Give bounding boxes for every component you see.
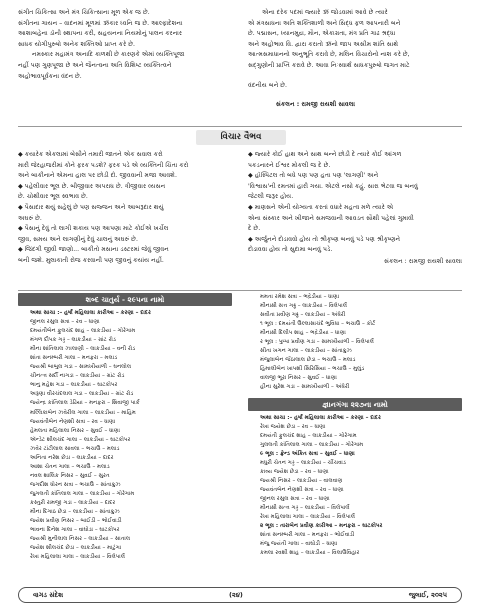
vichar-left-line: અને બાકીનાને એમના હાલ પર છોડી દો. જીવવાની મજા આવશે. [18,172,177,180]
list-item: કસ્તુરી રામજી ગડા – લાકડીયા – દાદર [30,499,116,506]
list-item: શાંતા સનમ્બરી ગાલા – મનફરા – મલાડ [30,355,118,362]
list-item: સવીતા પ્રવીણ ગઢ્ઢ – લાકડીયા – અંધેરી [260,312,346,319]
shabd-header: શબ્દ ચાતુર્ય - ૨૯૫ના નામો [18,293,232,306]
list-item: અનિતા નરેશ છેડા – લાકડીયા – દાદર [30,454,114,461]
vichar-right-column [248,150,462,267]
footer-magazine-name: વાગડ સંદેશ [33,590,64,599]
vichar-right-line: ◆ હૉસ્પિટલ તો બધે પણ પણ હતા પણ 'લાગણી' અને [248,172,379,180]
list-item: દમયંતીબેન ફુલચંદ શાહ – લાકડીયા – ગોરેગામ [30,328,136,335]
list-item: મંગળ દીપક ગડ્ડ – લાકડીયા – ગ્રાંટ રોડ [30,337,116,344]
vichar-right-line: દે છે. [248,225,261,233]
top-right-line: એના દરેક પદમાં જ્યારે ૐ જોડવામાં આવે છે ત્યારે [262,9,388,16]
list-item: ઝવેર ટાંટીલાલ સાવલા – ભચાઉ – મલાડ [30,445,120,452]
top-credit: સંકલન : રામજી રાયશી સાવલા [275,101,355,109]
list-item: ઍન્ડેટ શીલચંદ ગાલા – લાકડીયા – ઘાટકોપર [30,436,131,443]
vichar-left-line: જીવ, સમય અને લાગણીનું દેવું ચાલનું અઘરું છે. [18,235,138,243]
top-article [18,8,462,110]
list-item: મધુરી ચેતન ગડ્ડ – લાકડીયા – ચીંચવાડ [260,459,346,466]
gyan-header: જ્ઞાનગંગા ૨૨૭ના નામો [248,398,462,411]
list-item: ભાનુ મહેશ ગડા – લાકડીયા – ઘાટકોપર [30,382,118,389]
list-item: જયવંતબેન નેણશી સત્રા – રવ – ધાણા [260,486,344,493]
list-item: કાવ્ય જયેશ છેડા – રવ – ધાણા [260,468,329,475]
list-item: જીનલ રસુલ સત્રા – રવ – ધાણા [260,495,330,502]
top-right-line: છે. પદ્માસન, ધ્યાનમુદ્રા, મૌન, એકાગ્રતા, મંત્ર પ્રતિ ગાઢ શ્રદ્ધા [248,30,396,38]
top-right-line: વંદનીય બને છે. [248,81,288,89]
list-item: ર ભૂલ : પુષ્પા પ્રવીણ ગડા – સામખીયાળી – વિલેપાર્લે [260,339,374,346]
vichar-right-line: ◆ અર્જુનને દોડાવવો હોય તો શ્રીકૃષ્ણ બનવું પડે પણ શ્રીકૃષ્ણને [248,235,401,243]
vichar-right-line: દોડાવવા હોય તો સુદામા બનવું પડે. [248,246,333,254]
list-item: જયવંતીબેન નેણશી સત્રા – રવ – ધાણા [30,418,116,425]
list-item: શાંતા સનમ્બરી ગાલા – મનફરા – ભોઈવાડી [260,532,355,539]
vichar-left-line: મારી જેરહાજરીમાં કોને ફરક પડશે? ફરક પડે એ વ્યક્તિની ચિંતા કરો [18,161,189,169]
right-list-column [248,293,462,562]
list-item: મીના શાંતિલાલ ઝાલાણી – લાકડીયા – વની રોડ [30,346,136,353]
top-right-line: આત્મસમાધાનનો અનુભૂતિ કરાવે છે, મલિન વિચારોનો નાશ કરે છે, [248,51,410,59]
top-right-line: સદ્ગુણોની પ્રાપ્તિ કરાવે છે. આવા નિઃસ્વાર્થ સાધકપુરુષો જગત માટે [248,61,410,69]
top-left-line: આશાબહેના ડૉની સ્થાપના કરી, સહયનના નિયમોનું પાલન કરનાર [18,30,183,38]
list-item: જયશ્રી નિસર – લાકડીયા – વાલવાણ [260,477,343,484]
list-item: દમયંતી ફુલચંદ શાહ – લાકડીયા – ગોરેગામ [260,432,357,439]
section-title: વિચાર વૈભવ [196,130,286,145]
list-item: ૯ ભૂલ : ફ્રેન્ડ અંકિત સત્રા – સુવઈ – ધાણા [260,450,355,457]
section-divider [18,290,462,291]
top-right-line: અને અહોભાવ વિ. દ્વારા કરાતો ૐનો જાપ અસીમ શાંતિ સાથે [248,40,399,48]
vichar-right-line: ◆ માણસને એની યોગ્યતા કરતાં વધારે મહત્વ મળે ત્યારે એ [248,203,394,211]
section-divider [18,126,462,127]
vichar-credit: સંકલન : રામજી રાયશી સાવલા [384,257,462,265]
list-item: જયેન્દ્ર કાંતિલાલ ડેઢિયા – મનફરા – શિવાજી પાર્ક [30,400,140,407]
list-item: ચીનત્ત્ત સર્દી નાગડા – લાકડીયા – ગ્રાંટ રોડ [30,373,125,380]
vichar-right-line: 'વિશ્વાસ'ની રમતમાં હારી ગયા. એટલે નસો કહું. સારા ભેટવા જ બનવું [248,182,418,190]
list-item: મીનાક્ષી સત્ત ગઢ્ઢ – લાકડીયા – વિલેપાર્લે [260,303,348,310]
list-item: વાલજી ભૂરા નિસર – સુવઈ – ધાણા [260,375,337,382]
vichar-left-column [18,150,232,267]
list-item: મીના દિગાઠ છેડા – લાકડીયા – સાંતાક્રુઝ [30,509,120,516]
list-item: જયેશ પ્રવીણ નિસર – બાઈડી – ભોઈવાડી [30,518,122,525]
list-item: અથા સાચા :– હર્ષાં મહિલાલા કારીઆ – કરણા – દાદર [260,414,381,421]
list-item: નવલ શાલિક નિસર – સુવઈ – સુરત [30,472,110,479]
list-item: ભાવના દિનેશ ગાલા – વાઘોડા – ઘાટકોપર [30,527,120,534]
list-item: રેખા જયેશ છેડા – રવ – ધાણા [260,423,326,430]
vichar-left-line: અઘરું છે. [18,214,42,222]
list-item: અરૂણા વીરચંદલાલ ગડા – લાકડીયા – ગ્રાંટ રોડ [30,391,134,398]
list-item: ગુલલતી કાંતિલાલ ગાલા – લાકડીયા – ગોરેગામ [260,441,364,448]
list-item: આશા ચેતન ગાલા – ભચાઉ – મલાડ [30,463,110,470]
top-left-line: સંગીતના ગાયન – વાદનમાં મૂળમાં ૐકાર ધ્વનિ જ છે. આલ્ફાદેશના [18,19,183,27]
list-item: મીનાક્ષી દિલીપ શાહ – ભદ્રેડીયા – ધાણા [260,330,346,337]
list-item: રેખા મહિલાલા ગાલા – લાકડીયા – વિલેપાર્લે [260,514,355,521]
vichar-left-line: ◆ પૈસાનું દેવું તો લાગી શકાય પણ આપણા માટે કોઈએ ખર્ચેલ [18,225,169,233]
vichar-right-line: એના સંસ્કાર અને ખીજાને સમજવાની આવડત સૌથી પહેલાં ગુમાવી [248,214,414,222]
list-item: મીનાક્ષી સત્ત્ત ગડ્ડ – લાકડીયા – વિલેપાર્લે [260,504,350,511]
top-left-line: અહોભાવપૂર્વકના વંદન છે. [18,72,82,80]
list-item: જયશ્રી મુનીલાલ નિસર – લાકડીયા – સાતાલ [30,536,131,543]
top-left-column [18,8,232,110]
list-item: મંજુ જયંતી ગાલા – વાઘોડી – ધાણા [260,541,338,548]
list-item: સીતા ખગન ગાલા – લાકડીયા – સાંતાક્રુઝ [260,348,352,355]
top-right-line: એ મંત્રસાધના અતિ શક્તિશાળી અને સિદ્ધ ફળ આપનારી બને [248,19,401,27]
shabd-column [18,293,232,562]
list-item: જગદીશ ધોરન સત્રા – ભચાઉ – સાંતાક્રુઝ [30,481,121,488]
footer-date: જુલાઈ, ૨૦૨૫ [408,590,447,599]
list-item: હિમાલીબેન ખાપશી સિરિસિયા – ભચાઉ – મુલુંડ [260,366,365,373]
vichar-article [18,150,462,267]
name-lists [18,293,462,562]
list-item: હીના સુરેશ ગડા – સામખીયાળી – અંધેરી [260,384,350,391]
vichar-left-line: ◆ પૈસાદાર થયું સહેલું છે પણ સજ્જન અને આબરૂદાર થયું [18,203,164,211]
list-item: હેમલતા મહિલાલા નિસર – સુવઈ – ધાણા [30,427,121,434]
vichar-right-line: પકડનારને ઈશ્વર મોકલી જ દે છે. [248,161,331,169]
top-left-line: સાધક યોગીપુરુષો અનેક શક્તિઓ પ્રાપ્ત કરે છે. [18,40,135,48]
page-footer [18,587,462,603]
list-item: ૧ ભૂલ : દમયંતી ઉલ્લાસાચંદે ભુવિધા – ભચાઉ – કોર્ટ [260,321,376,328]
list-item: રેખા મહિલાલા ગાલા – લાકડીયા – વિલેપાર્લે [30,554,125,561]
vichar-left-line: ◆ પહેલીવાર ભૂલ છે. બીજીવાર અપરાધ છે. ત્રીજીવાર વ્યસન [18,182,166,190]
list-item: મમતા રમેશ સત્રા – ભદ્રેડીયા – ધાણા [260,294,340,300]
vichar-left-line: છે. ચોથીવાર ભૂલ સ્વભાવ છે. [18,193,88,201]
list-item: જીનલ રસુલ સત્રા – રવ – ધાણા [30,319,100,326]
vichar-right-line: ◆ જ્યારે કોઈ હાથ અને સાથ બન્ને છોડી દે ત્યારે કોઈ આંગળ [248,151,402,158]
list-item: જયશ્રી બાબુલ ગડા – સામખીયાળી – ઘનલોલ [30,364,132,371]
list-item: જયેશ શીલચંદ છેડા – લાકડીયા – માટુંગા [30,545,122,552]
top-left-line: સંગીત ચિકિત્સા અને મંત્ર ચિકિત્સાના મૂળ એક જ છે. [18,9,150,16]
list-item: કમલા રવશી શાહ – લાકડીયા – વિલાઉવિહાર [260,550,360,557]
vichar-left-line: ◆ કયારેક એકલામાં બેસીને તમારી જાતને એક સવાલ કરો [18,151,163,158]
list-item: જુગલતી કાંતિલાલ ગાલા – લાકડીયા – ગોરેગામ [30,490,135,497]
vichar-right-line: જેટલી જરૂર હોય. [248,193,294,201]
list-item: અથા સાચા :– હર્ષાં મહિલાલા કારીઆ – કરણા – દાદર [30,310,151,316]
list-item: મલ્લિકાબેન ઝવેરીલ ગાલા – લાકડીયા – માહિમ [30,409,136,416]
footer-page-number: (૨૪) [229,590,243,599]
list-item: ૨ ભૂલ : તારાબેન પ્રવીણ કારીઆ – મનફરા – ઘાટકોપર [260,523,383,530]
vichar-left-line: બની જશે. મુલાકાતી રોજ કરવાની પણ જીવનું કયાંય નહીં. [18,256,164,264]
list-item: મંજુલાબેન જેંઠાલાલ છેડા – ભચાઉ – મલાડ [260,357,356,364]
vichar-left-line: ◆ જિંદગી જીવી જાણો... બાકીતો મસાના ડસ્ટરમાં જેવું જીવન [18,246,169,254]
top-left-line: નહીં પણ ગુણપૂજા છે અને જૈનત્વના અતિ વિશિષ્ટ વ્યક્તિત્વને [18,61,172,69]
top-right-column [248,8,462,110]
top-left-line: નમસ્કાર મહામંત્ર અનાદિ કાળથી છે કારણકે એમાં વ્યક્તિપૂજા [32,51,185,59]
